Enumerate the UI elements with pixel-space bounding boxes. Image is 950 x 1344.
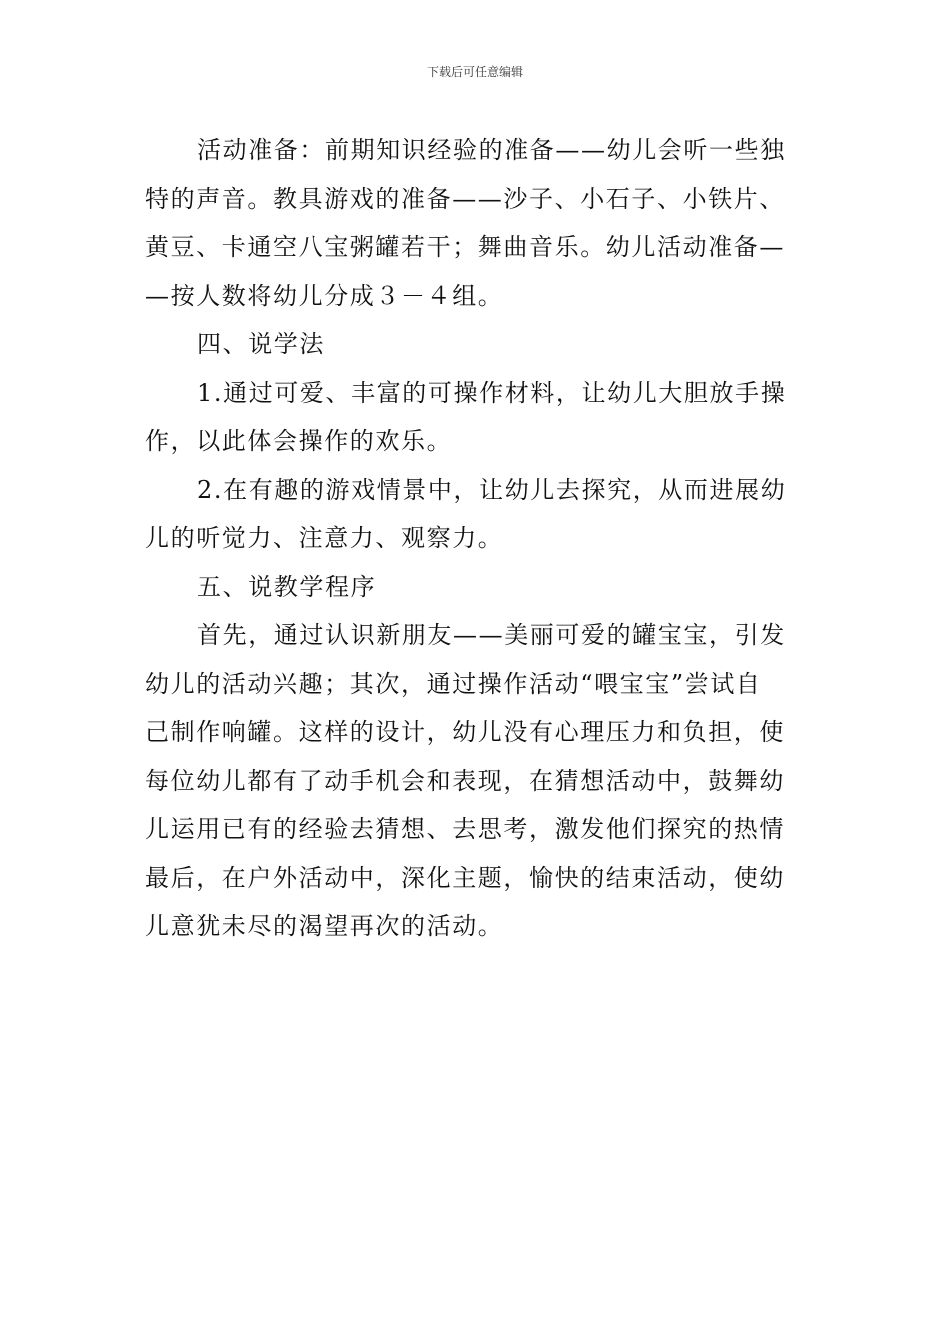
paragraph-activity-preparation xyxy=(145,126,809,320)
paragraph-line: 作，以此体会操作的欢乐。 xyxy=(145,427,453,455)
paragraph-line: 首先，通过认识新朋友——美丽可爱的罐宝宝，引发 xyxy=(197,621,786,649)
paragraph-line: 最后，在户外活动中，深化主题，愉快的结束活动，使幼 xyxy=(145,863,785,892)
paragraph-method-2 xyxy=(145,466,809,563)
paragraph-line: 儿运用已有的经验去猜想、去思考，激发他们探究的热情 xyxy=(145,815,785,843)
paragraph-procedure xyxy=(145,611,809,951)
paragraph-line: 儿意犹未尽的渴望再次的活动。 xyxy=(145,912,504,940)
section-heading-teaching-procedure xyxy=(145,563,809,612)
paragraph-line: 特的声音。教具游戏的准备——沙子、小石子、小铁片、 xyxy=(145,184,785,213)
section-heading: 五、说教学程序 xyxy=(197,572,377,601)
paragraph-line: 每位幼儿都有了动手机会和表现，在猜想活动中，鼓舞幼 xyxy=(145,766,785,795)
paragraph-line: 黄豆、卡通空八宝粥罐若干；舞曲音乐。幼儿活动准备— xyxy=(145,233,785,261)
paragraph-method-1 xyxy=(145,369,809,466)
paragraph-line: 1.通过可爱、丰富的可操作材料，让幼儿大胆放手操 xyxy=(197,378,787,407)
paragraph-line: 幼儿的活动兴趣；其次，通过操作活动“喂宝宝”尝试自 xyxy=(145,669,762,698)
page-header: 下载后可任意编辑 xyxy=(426,65,523,79)
document-body xyxy=(145,126,809,951)
paragraph-line: 2.在有趣的游戏情景中，让幼儿去探究，从而进展幼 xyxy=(197,475,787,504)
section-heading: 四、说学法 xyxy=(197,330,325,358)
section-heading-learning-method xyxy=(145,320,809,369)
paragraph-line: 活动准备：前期知识经验的准备——幼儿会听一些独 xyxy=(197,136,786,164)
paragraph-line: 己制作响罐。这样的设计，幼儿没有心理压力和负担，使 xyxy=(145,718,785,746)
paragraph-line: 儿的听觉力、注意力、观察力。 xyxy=(145,524,504,552)
paragraph-line: —按人数将幼儿分成３－４组。 xyxy=(145,281,504,310)
